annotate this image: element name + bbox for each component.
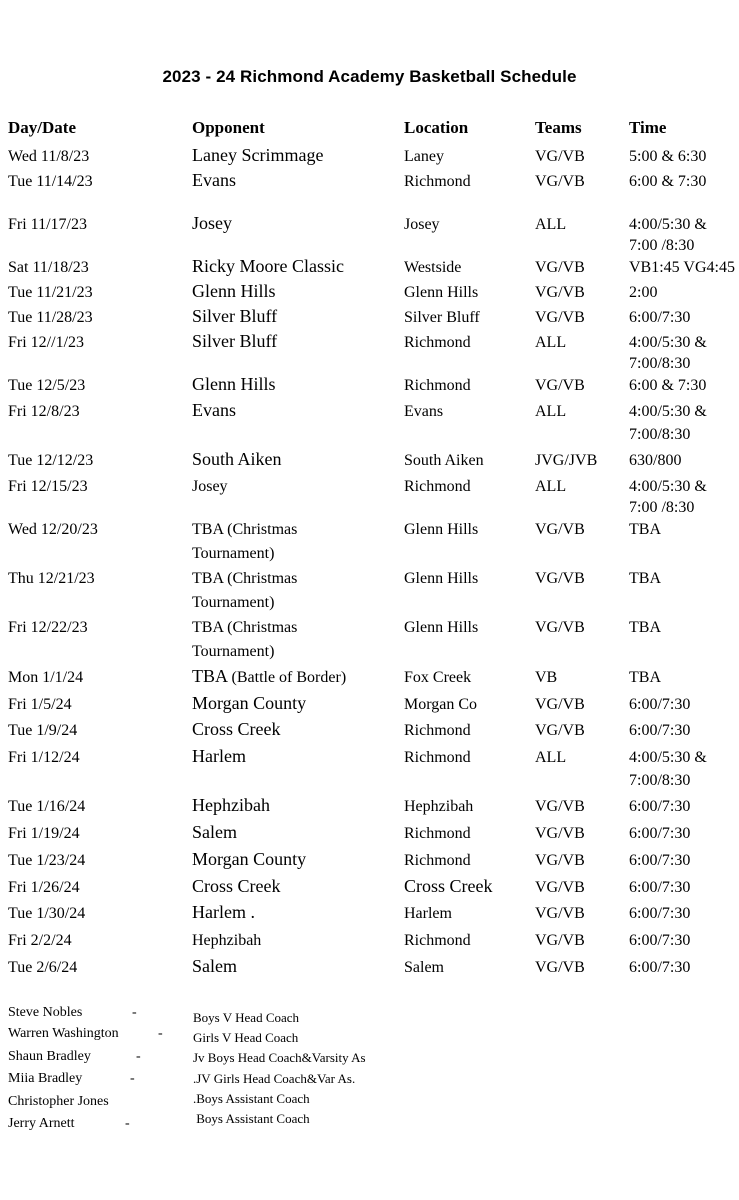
game-location: Hephzibah xyxy=(404,798,474,815)
staff-dash: - xyxy=(158,1026,163,1041)
game-time: 6:00/7:30 xyxy=(629,798,691,815)
game-time: 6:00 & 7:30 xyxy=(629,173,707,190)
game-teams: VG/VB xyxy=(535,259,585,276)
staff-name: Miia Bradley xyxy=(8,1071,83,1086)
game-opponent: Josey xyxy=(192,213,232,233)
staff-role: Jv Boys Head Coach&Varsity As xyxy=(193,1050,366,1065)
staff-role: .JV Girls Head Coach&Var As. xyxy=(193,1071,356,1086)
game-opponent: TBA (Christmas xyxy=(192,619,298,636)
header-time: Time xyxy=(629,118,667,137)
game-teams: VG/VB xyxy=(535,825,585,842)
game-date: Tue 1/9/24 xyxy=(8,722,78,739)
game-date: Tue 11/21/23 xyxy=(8,284,93,301)
game-location: Richmond xyxy=(404,932,471,949)
table-row xyxy=(0,746,739,796)
game-opponent: Salem xyxy=(192,956,237,976)
table-row xyxy=(0,518,739,568)
game-teams: VG/VB xyxy=(535,284,585,301)
game-location: Richmond xyxy=(404,749,471,766)
game-time: TBA xyxy=(629,669,661,686)
game-opponent: Salem xyxy=(192,822,237,842)
game-teams: VG/VB xyxy=(535,879,585,896)
staff-dash: - xyxy=(136,1049,141,1064)
game-time: 6:00 & 7:30 xyxy=(629,377,707,394)
game-time: 6:00/7:30 xyxy=(629,879,691,896)
game-location: Richmond xyxy=(404,334,471,351)
game-location: Glenn Hills xyxy=(404,619,479,636)
game-time: TBA xyxy=(629,521,661,538)
game-location: Morgan Co xyxy=(404,696,478,713)
game-opponent: Harlem xyxy=(192,746,246,766)
game-teams: VG/VB xyxy=(535,570,585,587)
game-time-second-line: 7:00 /8:30 xyxy=(629,499,695,516)
game-opponent xyxy=(192,666,346,688)
game-date: Fri 1/12/24 xyxy=(8,749,80,766)
game-teams: JVG/JVB xyxy=(535,452,598,469)
game-opponent: Cross Creek xyxy=(192,876,281,896)
game-time: 6:00/7:30 xyxy=(629,722,691,739)
game-time: 5:00 & 6:30 xyxy=(629,148,707,165)
game-teams: VG/VB xyxy=(535,696,585,713)
game-date: Tue 11/28/23 xyxy=(8,309,93,326)
game-time: 6:00/7:30 xyxy=(629,932,691,949)
game-opponent-second-line: Tournament) xyxy=(192,545,275,562)
game-teams: ALL xyxy=(535,334,567,351)
staff-role: .Boys Assistant Coach xyxy=(193,1091,310,1106)
game-teams: VG/VB xyxy=(535,619,585,636)
game-date: Wed 12/20/23 xyxy=(8,521,98,538)
game-location: Cross Creek xyxy=(404,876,493,896)
game-time: VB1:45 VG4:45 xyxy=(629,259,735,276)
game-location: Westside xyxy=(404,259,462,276)
staff-role: Girls V Head Coach xyxy=(193,1030,299,1045)
game-opponent: Josey xyxy=(192,478,228,495)
staff-name: Steve Nobles xyxy=(8,1005,83,1020)
game-teams: VG/VB xyxy=(535,521,585,538)
game-opponent: South Aiken xyxy=(192,449,282,469)
game-time: 6:00/7:30 xyxy=(629,825,691,842)
game-location: Evans xyxy=(404,403,444,420)
game-location: Richmond xyxy=(404,722,471,739)
game-time-second-line: 7:00/8:30 xyxy=(629,355,691,372)
game-date: Fri 12/15/23 xyxy=(8,478,88,495)
staff-name: Jerry Arnett xyxy=(8,1116,75,1131)
game-time: TBA xyxy=(629,570,661,587)
game-date: Fri 11/17/23 xyxy=(8,216,87,233)
table-row xyxy=(0,616,739,666)
game-date: Fri 1/19/24 xyxy=(8,825,80,842)
game-opponent-main: TBA xyxy=(192,666,228,686)
game-date: Wed 11/8/23 xyxy=(8,148,90,165)
table-row xyxy=(0,567,739,617)
game-date: Tue 12/5/23 xyxy=(8,377,86,394)
game-teams: VG/VB xyxy=(535,905,585,922)
game-time: 6:00/7:30 xyxy=(629,696,691,713)
game-time: TBA xyxy=(629,619,661,636)
game-date: Tue 1/16/24 xyxy=(8,798,86,815)
game-opponent: Hephzibah xyxy=(192,795,270,815)
game-location: Glenn Hills xyxy=(404,521,479,538)
game-location: Fox Creek xyxy=(404,669,472,686)
game-time: 4:00/5:30 & xyxy=(629,749,707,766)
table-row xyxy=(0,400,739,450)
game-teams: ALL xyxy=(535,216,567,233)
game-time: 2:00 xyxy=(629,284,658,301)
game-location: Glenn Hills xyxy=(404,284,479,301)
game-time: 6:00/7:30 xyxy=(629,959,691,976)
game-opponent: Silver Bluff xyxy=(192,306,278,326)
game-time-second-line: 7:00 /8:30 xyxy=(629,237,695,254)
game-opponent: Ricky Moore Classic xyxy=(192,256,344,276)
game-teams: ALL xyxy=(535,749,567,766)
game-teams: ALL xyxy=(535,403,567,420)
game-time: 6:00/7:30 xyxy=(629,309,691,326)
game-location: Salem xyxy=(404,959,444,976)
game-location: Richmond xyxy=(404,852,471,869)
staff-role: Boys Assistant Coach xyxy=(193,1111,310,1126)
game-teams: VB xyxy=(535,669,558,686)
game-date: Fri 12/8/23 xyxy=(8,403,80,420)
game-time: 4:00/5:30 & xyxy=(629,334,707,351)
game-location: Richmond xyxy=(404,478,471,495)
game-location: Richmond xyxy=(404,377,471,394)
game-teams: VG/VB xyxy=(535,173,585,190)
header-location: Location xyxy=(404,118,469,137)
game-location: South Aiken xyxy=(404,452,484,469)
game-date: Fri 12/22/23 xyxy=(8,619,88,636)
game-date: Sat 11/18/23 xyxy=(8,259,89,276)
game-time: 6:00/7:30 xyxy=(629,852,691,869)
game-location: Josey xyxy=(404,216,440,233)
game-time: 630/800 xyxy=(629,452,682,469)
game-opponent: TBA (Christmas xyxy=(192,570,298,587)
game-date: Fri 2/2/24 xyxy=(8,932,72,949)
game-opponent: Morgan County xyxy=(192,693,307,713)
game-opponent: Cross Creek xyxy=(192,719,281,739)
game-teams: VG/VB xyxy=(535,148,585,165)
game-date: Tue 1/30/24 xyxy=(8,905,86,922)
game-opponent-second-line: Tournament) xyxy=(192,643,275,660)
staff-name: Christopher Jones xyxy=(8,1094,109,1109)
game-teams: VG/VB xyxy=(535,852,585,869)
staff-role: Boys V Head Coach xyxy=(193,1010,300,1025)
game-teams: VG/VB xyxy=(535,959,585,976)
header-teams: Teams xyxy=(535,118,582,137)
game-location: Richmond xyxy=(404,173,471,190)
header-day-date: Day/Date xyxy=(8,118,76,137)
game-time: 6:00/7:30 xyxy=(629,905,691,922)
game-opponent: TBA (Christmas xyxy=(192,521,298,538)
game-opponent-second-line: Tournament) xyxy=(192,594,275,611)
schedule-title: 2023 - 24 Richmond Academy Basketball Schedule xyxy=(162,67,577,86)
game-date: Tue 2/6/24 xyxy=(8,959,78,976)
game-time: 4:00/5:30 & xyxy=(629,478,707,495)
game-opponent: Harlem . xyxy=(192,902,255,922)
game-opponent-suffix: (Battle of Border) xyxy=(231,669,347,686)
game-opponent: Glenn Hills xyxy=(192,281,276,301)
game-opponent: Morgan County xyxy=(192,849,307,869)
game-location: Laney xyxy=(404,148,444,165)
game-opponent: Hephzibah xyxy=(192,932,262,949)
staff-name: Shaun Bradley xyxy=(8,1049,91,1064)
game-opponent: Glenn Hills xyxy=(192,374,276,394)
game-date: Tue 1/23/24 xyxy=(8,852,86,869)
header-opponent: Opponent xyxy=(192,118,265,137)
game-date: Fri 1/26/24 xyxy=(8,879,80,896)
staff-dash: - xyxy=(125,1116,130,1131)
game-teams: VG/VB xyxy=(535,798,585,815)
game-date: Tue 12/12/23 xyxy=(8,452,94,469)
game-opponent: Laney Scrimmage xyxy=(192,145,324,165)
game-time: 4:00/5:30 & xyxy=(629,216,707,233)
game-teams: VG/VB xyxy=(535,722,585,739)
game-date: Fri 12//1/23 xyxy=(8,334,85,351)
game-opponent: Evans xyxy=(192,170,236,190)
game-date: Fri 1/5/24 xyxy=(8,696,72,713)
game-location: Glenn Hills xyxy=(404,570,479,587)
game-teams: ALL xyxy=(535,478,567,495)
staff-name: Warren Washington xyxy=(8,1026,119,1041)
game-time: 4:00/5:30 & xyxy=(629,403,707,420)
game-location: Harlem xyxy=(404,905,452,922)
game-location: Richmond xyxy=(404,825,471,842)
game-time-second-line: 7:00/8:30 xyxy=(629,772,691,789)
game-teams: VG/VB xyxy=(535,309,585,326)
game-date: Mon 1/1/24 xyxy=(8,669,84,686)
game-location: Silver Bluff xyxy=(404,309,480,326)
game-teams: VG/VB xyxy=(535,932,585,949)
staff-dash: - xyxy=(130,1071,135,1086)
game-time-second-line: 7:00/8:30 xyxy=(629,426,691,443)
game-opponent: Silver Bluff xyxy=(192,331,278,351)
game-date: Tue 11/14/23 xyxy=(8,173,93,190)
table-row xyxy=(0,956,739,1006)
staff-dash: - xyxy=(132,1005,137,1020)
game-opponent: Evans xyxy=(192,400,236,420)
game-teams: VG/VB xyxy=(535,377,585,394)
game-date: Thu 12/21/23 xyxy=(8,570,95,587)
